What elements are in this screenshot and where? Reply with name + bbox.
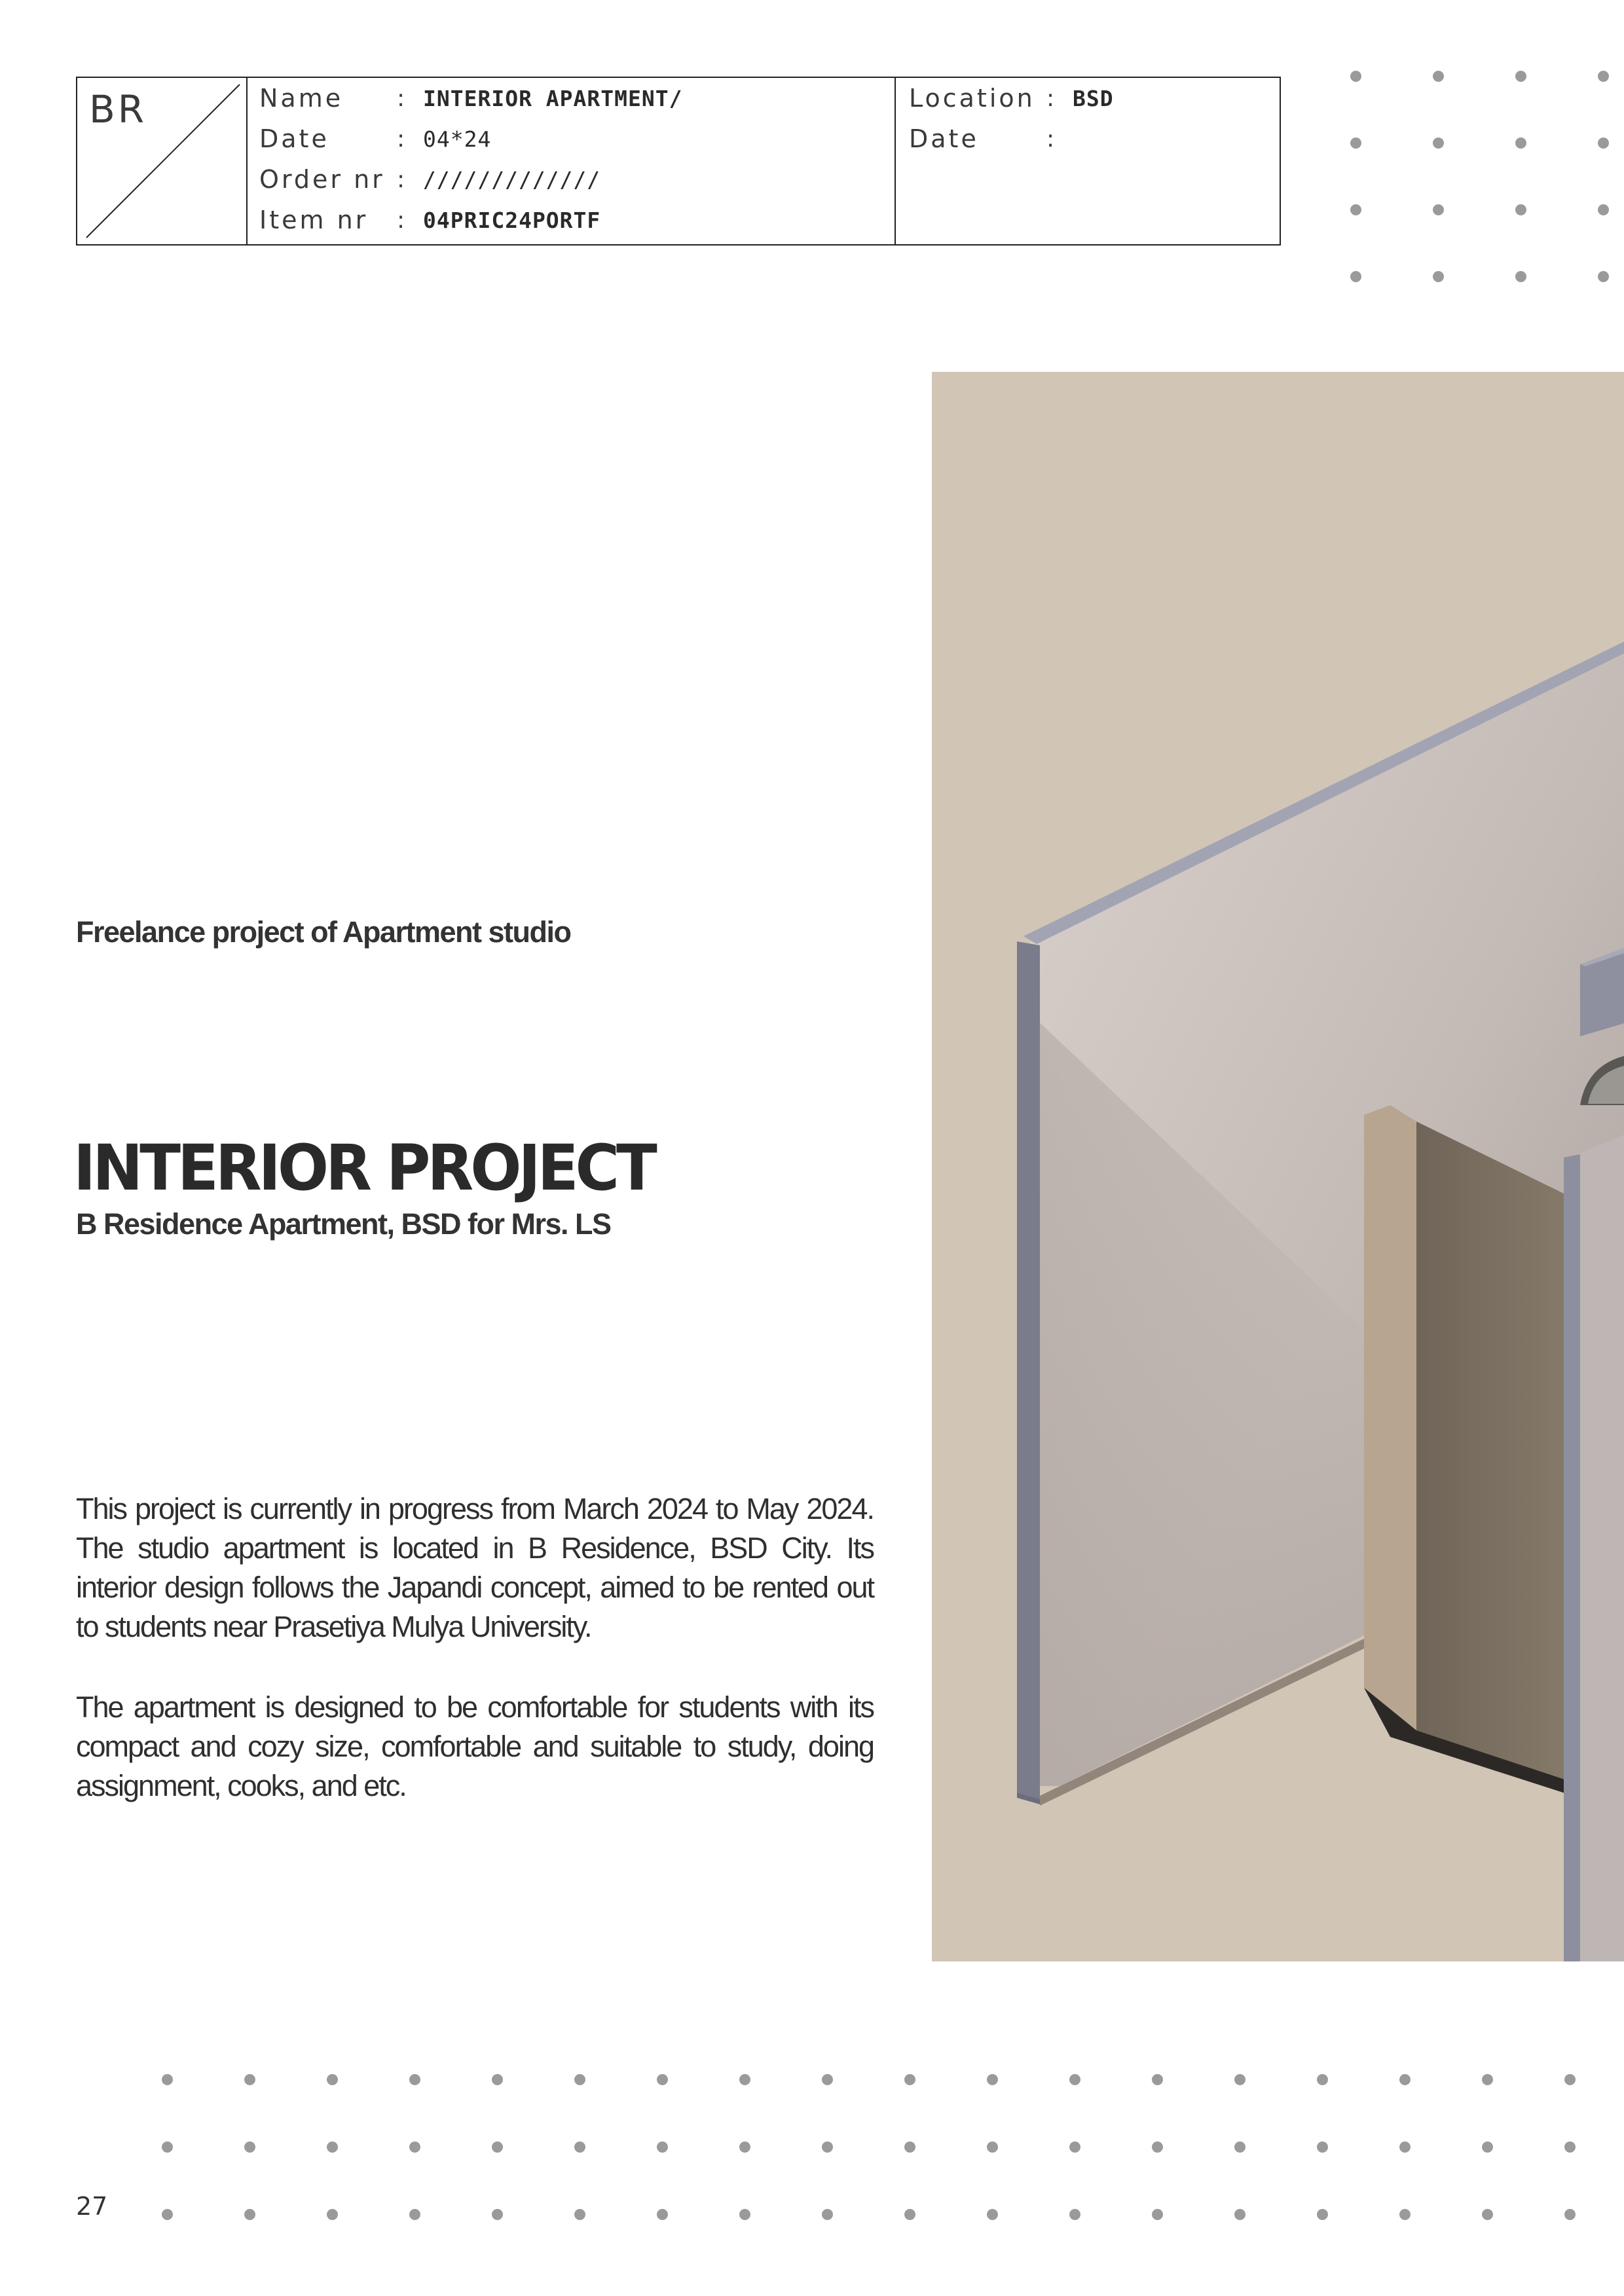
decorative-dot bbox=[1515, 71, 1526, 82]
field-label: Name bbox=[259, 84, 344, 113]
title-block bbox=[76, 77, 1281, 246]
diagonal-line bbox=[77, 78, 248, 246]
field-date-right bbox=[909, 118, 1073, 159]
decorative-dot bbox=[1433, 137, 1444, 149]
field-colon: : bbox=[397, 166, 405, 193]
decorative-dot bbox=[987, 2074, 998, 2085]
decorative-dot bbox=[1598, 271, 1609, 282]
field-item-nr bbox=[259, 200, 600, 240]
field-value: INTERIOR APARTMENT/ bbox=[423, 85, 683, 111]
decorative-dot bbox=[739, 2141, 750, 2153]
decorative-dot bbox=[1152, 2141, 1163, 2153]
decorative-dot bbox=[409, 2209, 420, 2220]
field-label: Item nr bbox=[259, 206, 369, 234]
decorative-dot bbox=[1399, 2209, 1411, 2220]
decorative-dot bbox=[1317, 2209, 1328, 2220]
decorative-dot bbox=[1234, 2141, 1246, 2153]
decorative-dot bbox=[1152, 2074, 1163, 2085]
field-value: ///////////// bbox=[423, 166, 601, 192]
decorative-dot bbox=[1564, 2074, 1576, 2085]
field-colon: : bbox=[1046, 125, 1055, 153]
decorative-dot bbox=[244, 2074, 255, 2085]
decorative-dot bbox=[162, 2141, 173, 2153]
decorative-dot bbox=[739, 2209, 750, 2220]
decorative-dot bbox=[574, 2074, 585, 2085]
decorative-dot bbox=[492, 2141, 503, 2153]
decorative-dot bbox=[1433, 71, 1444, 82]
decorative-dot bbox=[1350, 271, 1361, 282]
decorative-dot bbox=[1564, 2209, 1576, 2220]
decorative-dot bbox=[1234, 2209, 1246, 2220]
description-paragraph: This project is currently in progress from March 2024 to May 2024. The studio apartment is located in B Residence, BSD City. Its interior design follows the Japandi concept, aimed to be rented out to students near Prasetiya Mulya University. bbox=[76, 1492, 874, 1643]
page-number: 27 bbox=[76, 2192, 108, 2221]
isometric-room-illustration bbox=[932, 372, 1624, 1961]
page-title: INTERIOR PROJECT bbox=[73, 1131, 654, 1205]
decorative-dot bbox=[987, 2141, 998, 2153]
field-label: Location bbox=[909, 84, 1035, 113]
decorative-dot bbox=[822, 2141, 833, 2153]
decorative-dot bbox=[1598, 71, 1609, 82]
decorative-dot bbox=[1069, 2209, 1080, 2220]
field-label: Date bbox=[259, 124, 329, 153]
decorative-dot bbox=[1317, 2074, 1328, 2085]
field-name bbox=[259, 78, 683, 118]
decorative-dot bbox=[574, 2209, 585, 2220]
interior-render-image bbox=[932, 372, 1624, 1961]
decorative-dot bbox=[409, 2141, 420, 2153]
title-block-right bbox=[909, 78, 1276, 244]
decorative-dot bbox=[409, 2074, 420, 2085]
decorative-dot bbox=[1433, 271, 1444, 282]
decorative-dot bbox=[162, 2074, 173, 2085]
field-value: 04*24 bbox=[423, 126, 492, 152]
decorative-dot bbox=[1482, 2209, 1493, 2220]
decorative-dot bbox=[1234, 2074, 1246, 2085]
decorative-dot bbox=[1350, 71, 1361, 82]
field-colon: : bbox=[397, 206, 405, 234]
decorative-dot bbox=[1317, 2141, 1328, 2153]
field-colon: : bbox=[397, 125, 405, 153]
decorative-dot bbox=[492, 2209, 503, 2220]
field-value: 04PRIC24PORTF bbox=[423, 207, 601, 233]
decorative-dot bbox=[1350, 204, 1361, 215]
field-date bbox=[259, 118, 491, 159]
decorative-dot bbox=[1399, 2141, 1411, 2153]
field-value: BSD bbox=[1073, 85, 1114, 111]
decorative-dot bbox=[244, 2209, 255, 2220]
field-label: Date bbox=[909, 124, 979, 153]
decorative-dot bbox=[1069, 2141, 1080, 2153]
decorative-dot bbox=[1515, 204, 1526, 215]
description-paragraph: The apartment is designed to be comfortable for students with its compact and cozy size, comfortable and suitable to study, doing assignment, cooks, and etc. bbox=[76, 1690, 874, 1802]
decorative-dot bbox=[1069, 2074, 1080, 2085]
decorative-dot bbox=[1152, 2209, 1163, 2220]
decorative-dot bbox=[987, 2209, 998, 2220]
decorative-dot bbox=[904, 2209, 915, 2220]
field-colon: : bbox=[397, 84, 405, 112]
decorative-dot bbox=[657, 2209, 668, 2220]
decorative-dot bbox=[657, 2074, 668, 2085]
decorative-dot bbox=[739, 2074, 750, 2085]
decorative-dot bbox=[492, 2074, 503, 2085]
decorative-dot bbox=[1350, 137, 1361, 149]
decorative-dot bbox=[822, 2074, 833, 2085]
decorative-dot bbox=[244, 2141, 255, 2153]
decorative-dot bbox=[904, 2074, 915, 2085]
logo-cell bbox=[77, 78, 248, 244]
decorative-dot bbox=[1564, 2141, 1576, 2153]
decorative-dot bbox=[1598, 137, 1609, 149]
decorative-dot bbox=[327, 2074, 338, 2085]
decorative-dot bbox=[904, 2141, 915, 2153]
decorative-dot bbox=[327, 2209, 338, 2220]
field-location bbox=[909, 78, 1114, 118]
decorative-dot bbox=[1399, 2074, 1411, 2085]
decorative-dot bbox=[327, 2141, 338, 2153]
decorative-dot bbox=[1433, 204, 1444, 215]
title-block-fields bbox=[259, 78, 896, 244]
decorative-dot bbox=[162, 2209, 173, 2220]
field-colon: : bbox=[1046, 84, 1055, 112]
decorative-dot bbox=[822, 2209, 833, 2220]
logo-text: BR bbox=[89, 87, 147, 132]
decorative-dot bbox=[574, 2141, 585, 2153]
decorative-dot bbox=[1598, 204, 1609, 215]
decorative-dot bbox=[1515, 271, 1526, 282]
decorative-dot bbox=[1482, 2141, 1493, 2153]
project-eyebrow: Freelance project of Apartment studio bbox=[76, 915, 571, 949]
field-order-nr bbox=[259, 159, 600, 200]
field-label: Order nr bbox=[259, 165, 385, 194]
page-subtitle: B Residence Apartment, BSD for Mrs. LS bbox=[76, 1207, 611, 1241]
decorative-dot bbox=[657, 2141, 668, 2153]
decorative-dot bbox=[1515, 137, 1526, 149]
decorative-dot bbox=[1482, 2074, 1493, 2085]
